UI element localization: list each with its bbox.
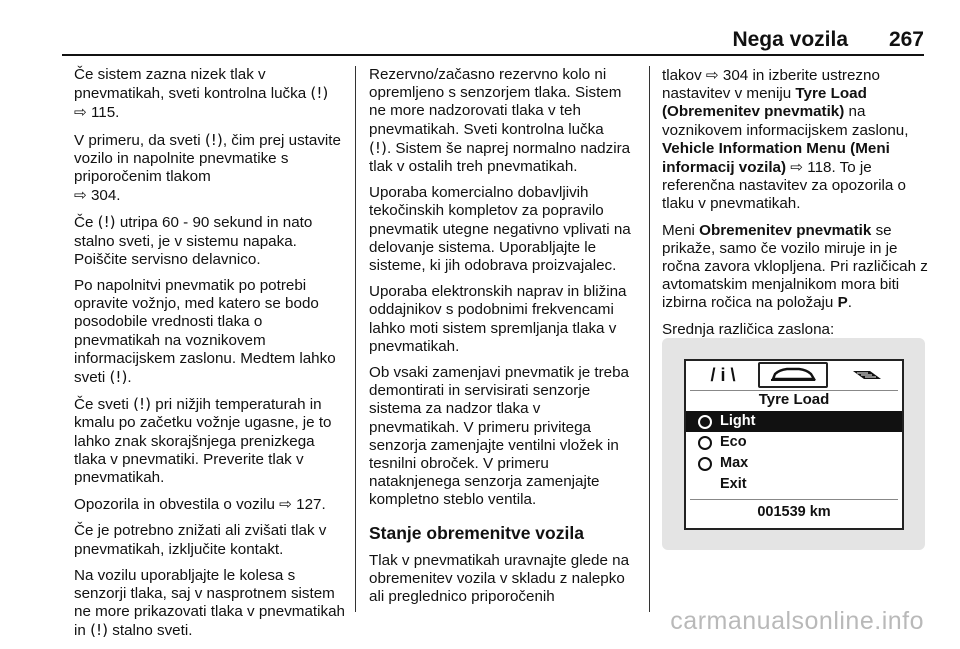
text: 304 in izberite ustrezno nastavitev v meniju <box>662 67 880 103</box>
text: . Sistem še naprej normalno nadzira tlak v ostalih treh pnevmatikah. <box>369 139 631 176</box>
paragraph <box>74 495 346 514</box>
header-rule <box>62 54 924 56</box>
text: Opozorila in obvestila o vozilu <box>74 496 275 514</box>
text: 118. To je referenčna nastavitev za opozorila o tlaku v pnevmatikah. <box>662 159 906 213</box>
display-illustration <box>662 338 925 550</box>
text: se prikaže, samo če vozilo miruje in je ročna zavora vklopljena. Pri različicah z avtomatskim menjalnikom mora biti izbirna ročica na položaju <box>662 221 928 312</box>
column-1 <box>74 66 346 649</box>
tire-pressure-warning-icon: (!) <box>204 130 223 149</box>
driver-info-screen <box>684 359 904 530</box>
menu-item-eco <box>686 432 902 453</box>
page-number: 267 <box>888 28 924 51</box>
tire-pressure-warning-icon: (!) <box>97 213 116 232</box>
gear-position: P <box>837 294 848 312</box>
text: Če <box>74 214 94 232</box>
tyre-load-menu <box>686 411 902 495</box>
car-icon <box>769 366 817 384</box>
menu-item-max <box>686 453 902 474</box>
tire-pressure-warning-icon: (!) <box>369 138 387 157</box>
menu-item-exit <box>686 474 902 495</box>
paragraph <box>74 213 346 269</box>
text: Po napolnitvi pnevmatik po potrebi opravite vožnjo, med katero se bodo posodobile vrednosti tlaka o pnevmatikah na voznikovem informacijskem zaslonu. Medtem lahko sveti <box>74 277 336 387</box>
paragraph <box>74 395 346 487</box>
odometer-readout: 001539 km <box>757 504 831 520</box>
text: Meni <box>662 221 695 239</box>
paragraph: Če je potrebno znižati ali zvišati tlak v pnevmatikah, izključite kontakt. <box>74 522 327 558</box>
text: na voznikovem informacijskem zaslonu, <box>662 103 909 139</box>
menu-name: Obremenitev pnevmatik <box>699 221 872 239</box>
menu-name: Vehicle Information Menu (Meni informacij vozila) <box>662 139 890 177</box>
text: utripa 60 - 90 sekund in nato stalno sveti, je v sistemu napaka. Poiščite servisno delavnico. <box>74 214 313 268</box>
menu-item-label: Eco <box>720 434 747 450</box>
text: Če sveti <box>74 396 129 414</box>
page-reference-arrow-icon: ⇨ <box>279 495 292 514</box>
tire-pressure-warning-icon: (!) <box>133 395 152 414</box>
section-heading: Stanje obremenitve vozila <box>369 522 584 543</box>
screen-title: Tyre Load <box>758 391 830 408</box>
text: stalno sveti. <box>112 622 193 640</box>
page-reference: 304. <box>90 187 121 205</box>
screen-tabs <box>686 361 902 389</box>
paragraph <box>74 277 346 387</box>
radio-icon <box>698 457 712 471</box>
paragraph <box>662 222 932 313</box>
paragraph: Uporaba komercialno dobavljivih tekočinskih kompletov za popravilo pnevmatik utegne negativno vplivati na delovanje sistema. Uporabljajte le sisteme, ki jih odobrava proizvajalec. <box>369 184 631 275</box>
menu-item-label: Max <box>720 455 749 471</box>
column-3 <box>662 66 932 347</box>
watermark: carmanualsonline.info <box>670 607 924 635</box>
radio-icon <box>698 415 712 429</box>
text: Rezervno/začasno rezervno kolo ni opremljeno s senzorjem tlaka. Sistem ne more nadzorovati tlaka v teh pnevmatikah. Sveti kontrolna lučka <box>369 66 622 138</box>
paragraph <box>74 131 346 206</box>
text: tlakov <box>662 67 702 84</box>
page-reference-arrow-icon: ⇨ <box>74 186 87 205</box>
paragraph <box>74 567 346 641</box>
settings-icon <box>850 366 884 384</box>
text: . <box>127 369 132 387</box>
text: pri nižjih temperaturah in kmalu po začetku vožnje ugasne, je to lahko znak skorajšnjega prenizkega tlaka v pnevmatiki. Preverite tlak v pnevmatikah. <box>74 396 332 487</box>
menu-item-light <box>686 411 902 432</box>
page-reference: 127. <box>296 496 326 514</box>
tab-settings <box>836 361 898 389</box>
paragraph <box>74 66 346 123</box>
page-reference: 115. <box>90 104 120 122</box>
text: Na vozilu uporabljajte le kolesa s senzorji tlaka, saj v nasprotnem sistem ne more prikazovati tlaka v pnevmatikah in <box>74 566 345 640</box>
paragraph: Ob vsaki zamenjavi pnevmatik je treba demontirati in servisirati senzorje sistema za nadzor tlaka v pnevmatikah. V primeru privitega senzorja zamenjajte ventilni vložek in tesnilni obroček. V primeru nataknjenega senzorja zamenjajte kompletno steblo ventila. <box>369 364 629 509</box>
menu-item-label: Light <box>720 413 756 429</box>
screen-divider <box>690 499 898 500</box>
text: V primeru, da sveti <box>74 131 201 149</box>
paragraph: Tlak v pnevmatikah uravnajte glede na obremenitev vozila v skladu z nalepko ali preglednico priporočenih <box>369 551 630 606</box>
menu-item-label: Exit <box>720 476 747 492</box>
paragraph: Uporaba elektronskih naprav in bližina oddajnikov s podobnimi frekvencami lahko moti sistem spremljanja tlaka v pnevmatikah. <box>369 283 627 355</box>
text: . <box>847 294 852 312</box>
paragraph: Srednja različica zaslona: <box>662 320 835 338</box>
text: , čim prej ustavite vozilo in napolnite pnevmatike s priporočenim tlakom <box>74 131 341 186</box>
tire-pressure-warning-icon: (!) <box>310 84 329 103</box>
page-header <box>0 0 960 54</box>
tire-pressure-warning-icon: (!) <box>90 621 109 640</box>
text: Če sistem zazna nizek tlak v pnevmatikah, sveti kontrolna lučka <box>74 66 307 103</box>
tire-pressure-warning-icon: (!) <box>109 368 128 387</box>
section-title: Nega vozila <box>732 28 848 51</box>
menu-name: Tyre Load (Obremenitev pnevmatik) <box>662 85 867 121</box>
radio-icon <box>698 436 712 450</box>
page-reference-arrow-icon: ⇨ <box>74 103 87 122</box>
paragraph <box>662 66 932 214</box>
tab-vehicle <box>758 362 828 388</box>
column-divider <box>649 66 650 612</box>
tab-info: / i \ <box>710 364 736 385</box>
paragraph <box>369 66 633 176</box>
column-2 <box>369 66 633 614</box>
page-reference-arrow-icon: ⇨ <box>790 158 804 177</box>
column-divider <box>355 66 356 612</box>
page-reference-arrow-icon: ⇨ <box>705 66 719 84</box>
